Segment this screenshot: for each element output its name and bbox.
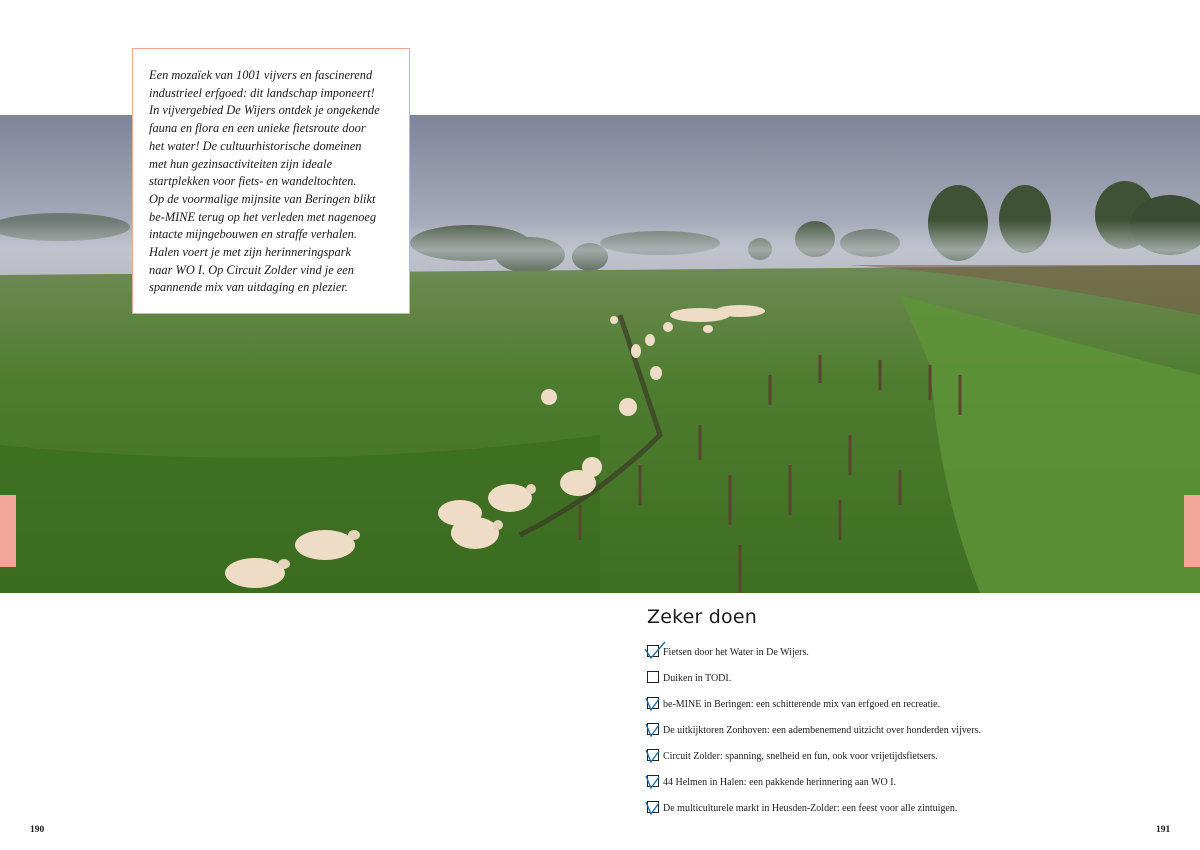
checklist-item-label: De uitkijktoren Zonhoven: een adembenemend uitzicht over honderden vijvers. [663, 725, 981, 736]
page-number-left: 190 [30, 825, 45, 835]
page-number-right: 191 [1156, 825, 1171, 835]
checklist-item-label: Fietsen door het Water in De Wijers. [663, 647, 809, 658]
checklist-item-label: Duiken in TODI. [663, 673, 732, 684]
checklist-item-label: Circuit Zolder: spanning, snelheid en fun, ook voor vrijetijdsfietsers. [663, 751, 938, 762]
checkbox[interactable] [647, 671, 659, 683]
intro-text: Een mozaïek van 1001 vijvers en fascinerend industrieel erfgoed: dit landschap imponeert! In vijvergebied De Wijers ontdek je ongekende fauna en flora en een unieke fietsroute door het water! De cultuurhistorische domeinen met hun gezinsactiviteiten zijn ideale startplekken voor fiets- en wandeltochten. Op de voormalige mijnsite van Beringen blikt be-MINE terug op het verleden met nagenoeg intacte mijngebouwen en straffe verhalen. Halen voert je met zijn herinneringspark naar WO I. Op Circuit Zolder vind je een spannende mix van uitdaging en plezier. [149, 68, 380, 295]
checklist-item-label: be-MINE in Beringen: een schitterende mix van erfgoed en recreatie. [663, 699, 941, 710]
photo-caption: Lummen [34, 692, 67, 701]
right-page-tab [1184, 495, 1200, 567]
intro-box [132, 48, 410, 314]
checklist-item-label: De multiculturele markt in Heusden-Zolder: een feest voor alle zintuigen. [663, 803, 958, 814]
section-title: Zeker doen [647, 606, 757, 628]
left-page-tab [0, 495, 16, 567]
checklist-item-label: 44 Helmen in Halen: een pakkende herinnering aan WO I. [663, 777, 897, 788]
